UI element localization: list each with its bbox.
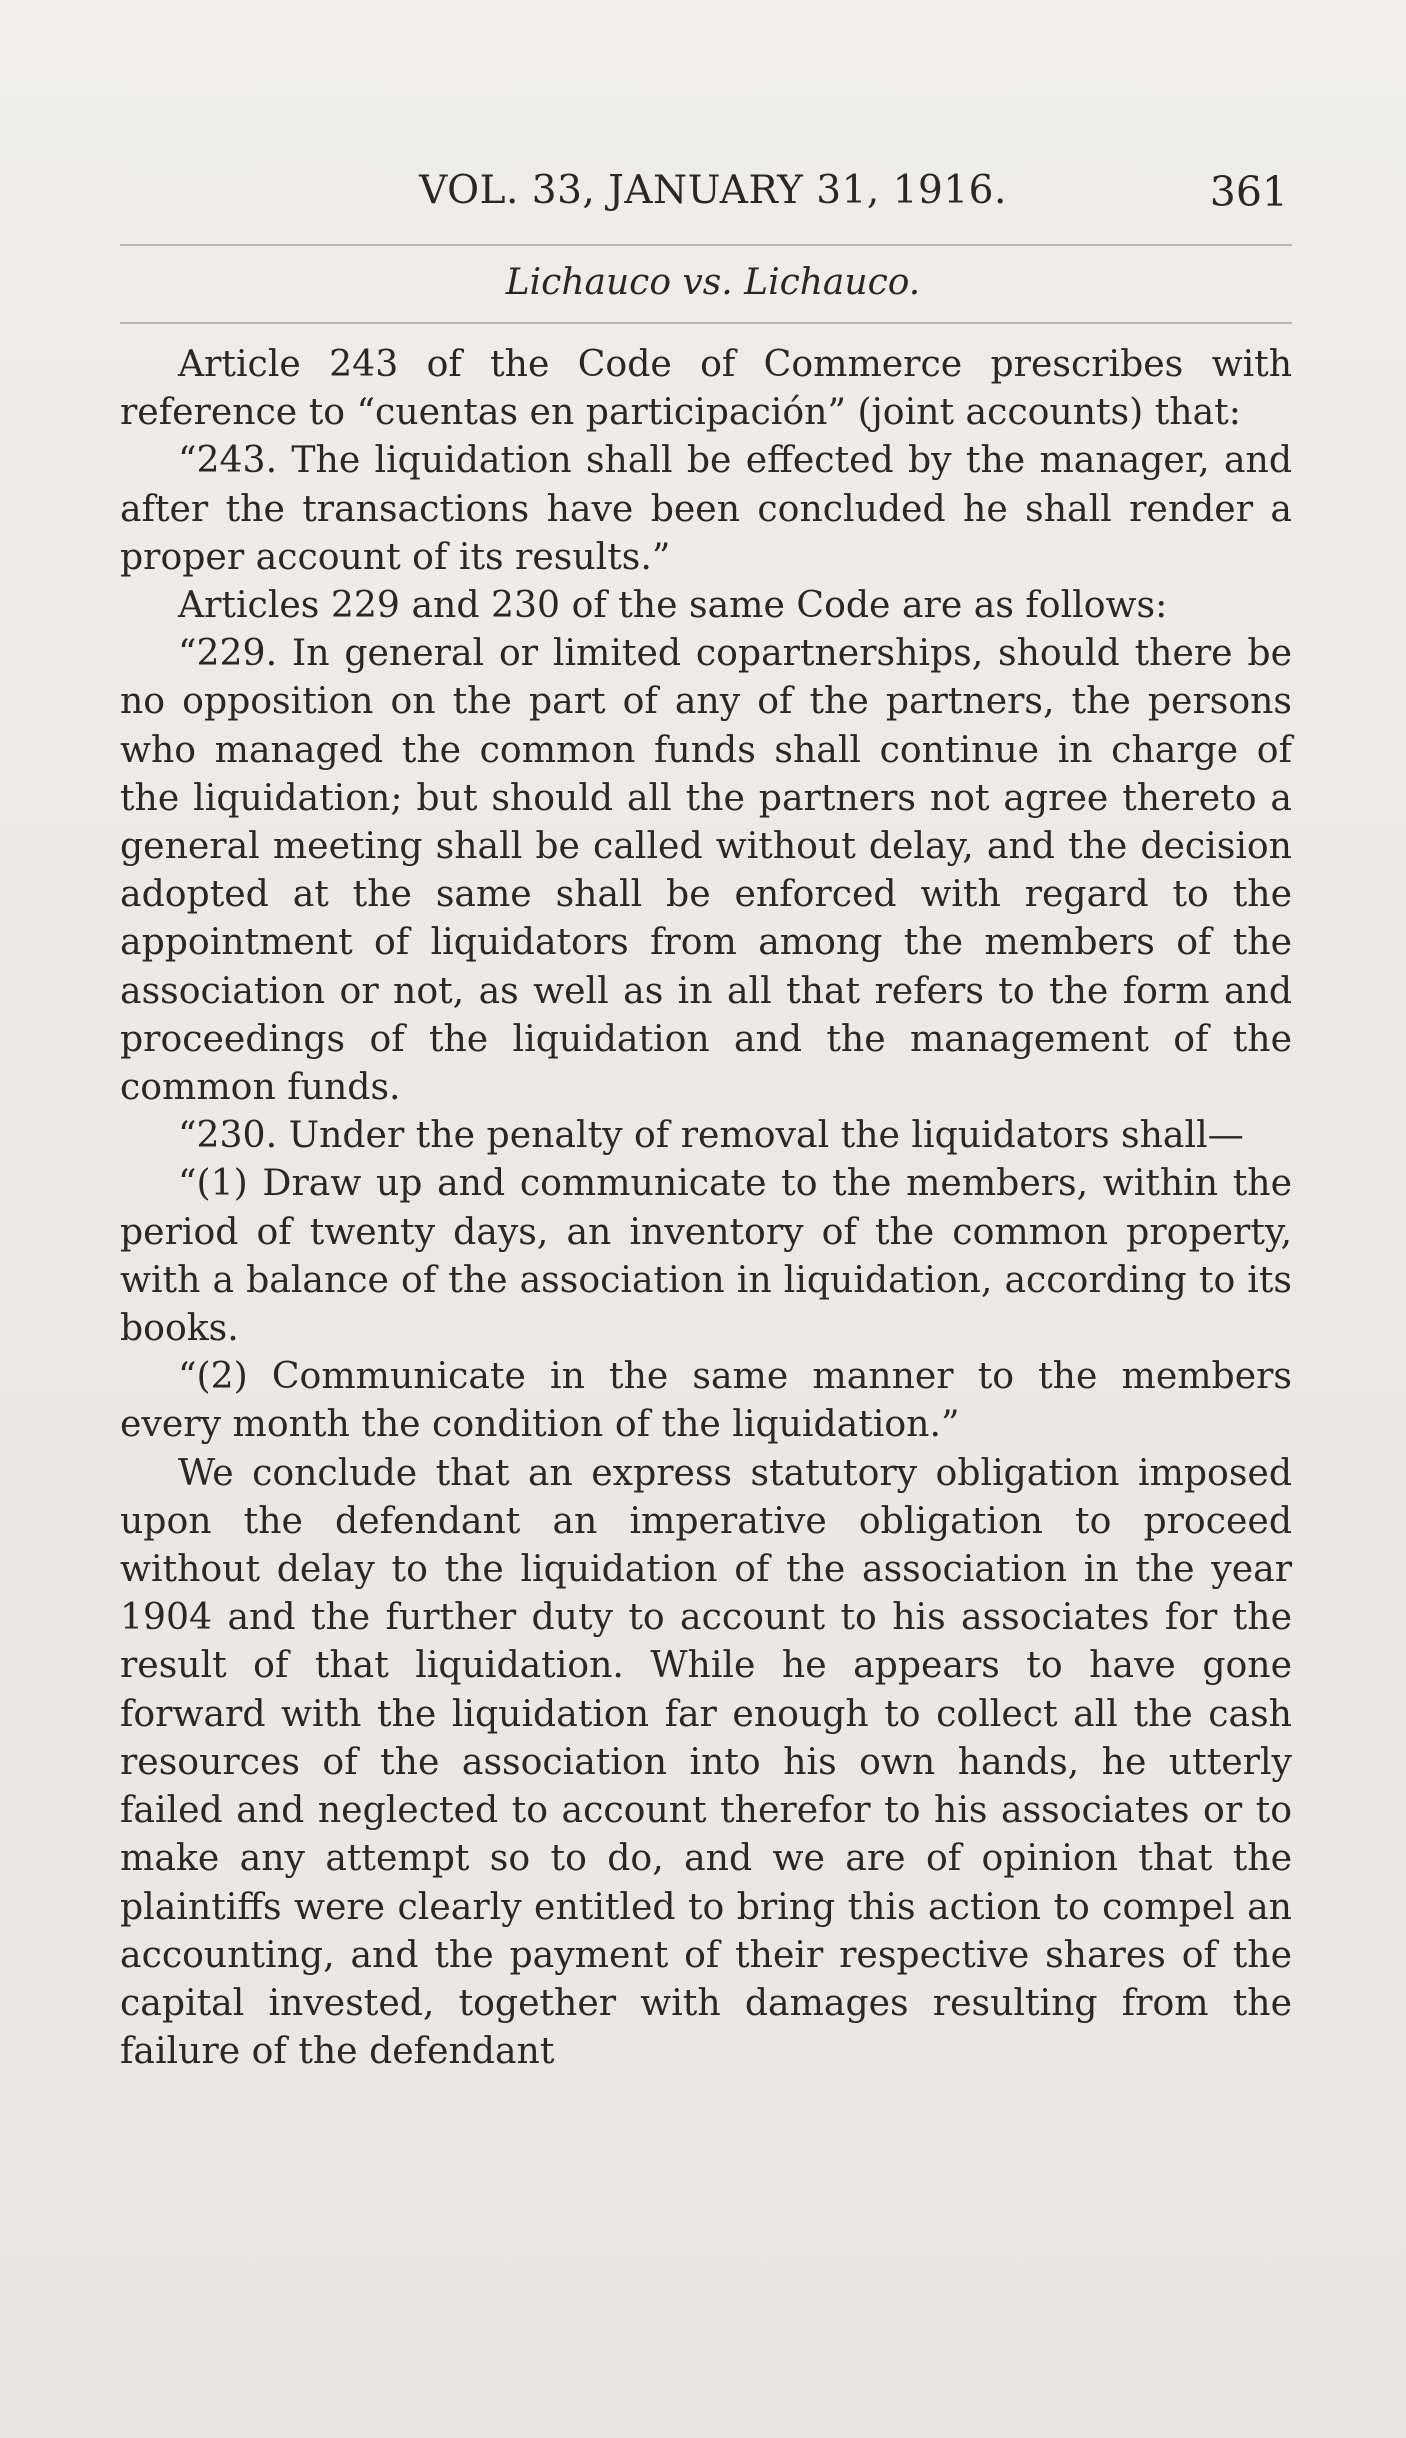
volume-date-title: VOL. 33, JANUARY 31, 1916. [419, 168, 1007, 213]
paragraph: “(2) Communicate in the same manner to the members every month the condition of the liquidation.” [120, 1354, 1292, 1446]
paragraph: “229. In general or limited copartnerships, should there be no opposition on the part of any of the partners, the persons who managed the common funds shall continue in charge of the liquidation; but should all the partners not agree thereto a general meeting shall be called without delay, and the decision adopted at the same shall be enforced with regard to the appointment of liquidators from among the members of the association or not, as well as in all that refers to the form and proceedings of the liquidation and the management of the common funds. [120, 631, 1292, 1109]
paragraph: “243. The liquidation shall be effected by the manager, and after the transactions have been concluded he shall render a proper account of its results.” [120, 438, 1292, 578]
paragraph: We conclude that an express statutory obligation imposed upon the defendant an imperative obligation to proceed without delay to the liquidation of the association in the year 1904 and the further duty to account to his associates for the result of that liquidation. While he appears to have gone forward with the liquidation far enough to collect all the cash resources of the association into his own hands, he utterly failed and neglected to account therefor to his associates or to make any attempt so to do, and we are of opinion that the plaintiffs were clearly entitled to bring this action to compel an accounting, and the payment of their respective shares of the capital invested, together with damages resulting from the failure of the defendant [120, 1450, 1292, 2073]
paragraph: “230. Under the penalty of removal the liquidators shall— [178, 1113, 1244, 1157]
case-running-head: Lichauco vs. Lichauco. [505, 262, 921, 303]
page-number: 361 [1209, 168, 1288, 216]
paragraph: Article 243 of the Code of Commerce prescribes with reference to “cuentas en participación” (joint accounts) that: [120, 342, 1292, 434]
header-divider [120, 244, 1292, 246]
paragraph: Articles 229 and 230 of the same Code are as follows: [178, 583, 1168, 627]
running-head-divider [120, 322, 1292, 324]
paragraph: “(1) Draw up and communicate to the members, within the period of twenty days, an inventory of the common property, with a balance of the association in liquidation, according to its books. [120, 1161, 1292, 1350]
page-header [138, 168, 1288, 228]
body-text [120, 340, 1292, 2075]
